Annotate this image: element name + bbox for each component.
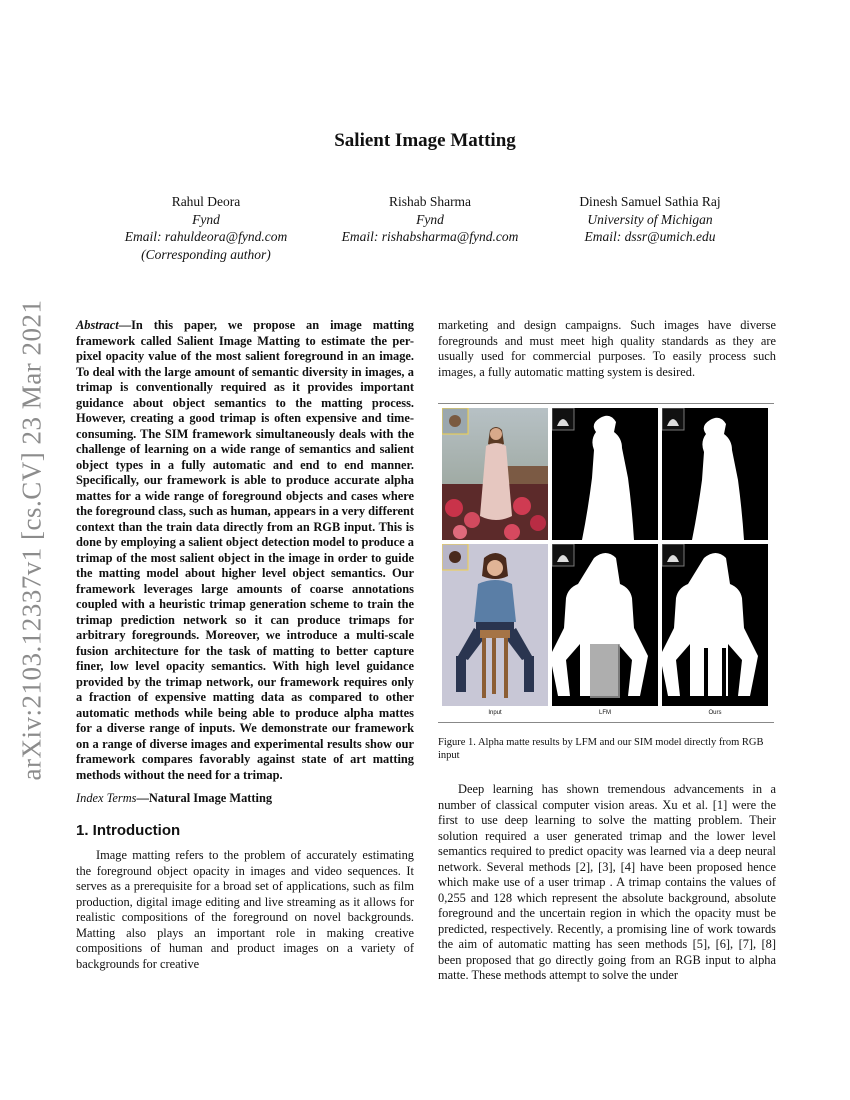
arxiv-stamp: arXiv:2103.12337v1 [cs.CV] 23 Mar 2021	[16, 299, 47, 781]
author-name: Rahul Deora	[171, 194, 241, 209]
author-affiliation: Fynd	[192, 211, 220, 227]
abstract	[76, 318, 414, 783]
author-block-1	[76, 193, 336, 263]
right-column-bottom	[438, 782, 776, 984]
author-block-3	[520, 193, 780, 246]
right-column-top	[438, 318, 776, 380]
author-name: Rishab Sharma	[388, 194, 472, 209]
lfm-matte-1	[552, 408, 658, 540]
figure-label-lfm: LFM	[599, 710, 611, 716]
author-email: Email: dssr@umich.edu	[584, 229, 716, 244]
figure-label-input: Input	[488, 710, 502, 716]
figure-label-ours: Ours	[708, 710, 722, 716]
lfm-matte-2	[552, 544, 658, 706]
intro-continuation: marketing and design campaigns. Such images have diverse foregrounds and must meet high quality standards as they are usually used for commercial purposes. To easily process such images, a fully automatic matting system is desired.	[438, 318, 776, 379]
figure-caption: Figure 1. Alpha matte results by LFM and our SIM model directly from RGB input	[438, 737, 764, 761]
input-image-2	[442, 544, 548, 706]
abstract-label: Abstract	[76, 318, 119, 332]
index-terms-label: Index Terms	[76, 791, 137, 805]
sim-matte-1	[662, 408, 768, 540]
author-email: Email: rishabsharma@fynd.com	[341, 229, 519, 244]
intro-paragraph-2: Deep learning has shown tremendous advancements in a number of classical computer vision areas. Xu et al. [1] were the first to use deep learning to solve the matting problem. Their solution required a user generated trimap and the lower level semantics required to predict opacity was learned via a deep neural network. Several methods [2], [3], [4] have been proposed hence which make use of a user trimap . A trimap contains the values of 0,255 and 128 which represent the absolute background, absolute foreground and the uncertain region in which the opacity must be predicted, respectively. Recently, a promising line of work towards the aim of automatic matting has seen methods [5], [6], [7], [8] been proposed that go directly going from an RGB input to alpha matte. These methods attempt to solve the under	[438, 782, 776, 982]
author-affiliation: University of Michigan	[587, 211, 713, 227]
index-terms	[76, 791, 414, 807]
author-name: Dinesh Samuel Sathia Raj	[579, 194, 721, 209]
sim-matte-2	[662, 544, 768, 706]
section-heading: 1. Introduction	[76, 821, 181, 839]
author-note: (Corresponding author)	[141, 246, 271, 262]
intro-paragraph: Image matting refers to the problem of accurately estimating the foreground object opacity in images and video sequences. It serves as a prerequisite for a broad set of applications, such as film production, digital image editing and live streaming as it allows for realistic compositions of the foreground on novel backgrounds. Matting also plays an important role in making creative compositions of human and product images on a variety of backgrounds for creative	[76, 848, 414, 971]
author-affiliation: Fynd	[416, 211, 444, 227]
index-terms-text: —Natural Image Matting	[136, 791, 273, 805]
paper-title: Salient Image Matting	[334, 130, 516, 151]
left-column	[76, 318, 414, 972]
author-email: Email: rahuldeora@fynd.com	[124, 229, 288, 244]
abstract-text: —In this paper, we propose an image matting framework called Salient Image Matting to estimate the per-pixel opacity value of the most salient foreground in an image. To deal with the large amount of semantic diversity in images, a trimap is conventionally required as it provides important guidance about object semantics to the matting process. However, creating a good trimap is often expensive and time-consuming. The SIM framework simultaneously deals with the challenge of learning on a wide range of semantics and salient object types in a fully automatic and end to end manner. Specifically, our framework is able to produce accurate alpha mattes for a wide range of foreground objects and cases where the foreground class, such as human, appears in a very different context than the train data directly from an RGB input. This is done by employing a salient object detection model to produce a trimap of the most salient object in the image in order to guide the matting model about higher level object semantics. Our framework leverages large amounts of coarse annotations coupled with a heuristic trimap generation scheme to train the trimap prediction network so it can produce trimaps for arbitrary foregrounds. Moreover, we introduce a multi-scale fusion architecture for the task of matting to better capture finer, low level opacity semantics. With high level guidance provided by the trimap network, our framework requires only a fraction of expensive matting data as compared to other automatic methods while being able to produce alpha mattes for a diverse range of inputs. We demonstrate our framework on a range of diverse images and experimental results show our framework compares favorably against state of art matting methods without the need for a trimap.	[76, 318, 415, 782]
input-image-1	[442, 408, 548, 540]
figure-1	[438, 403, 774, 723]
